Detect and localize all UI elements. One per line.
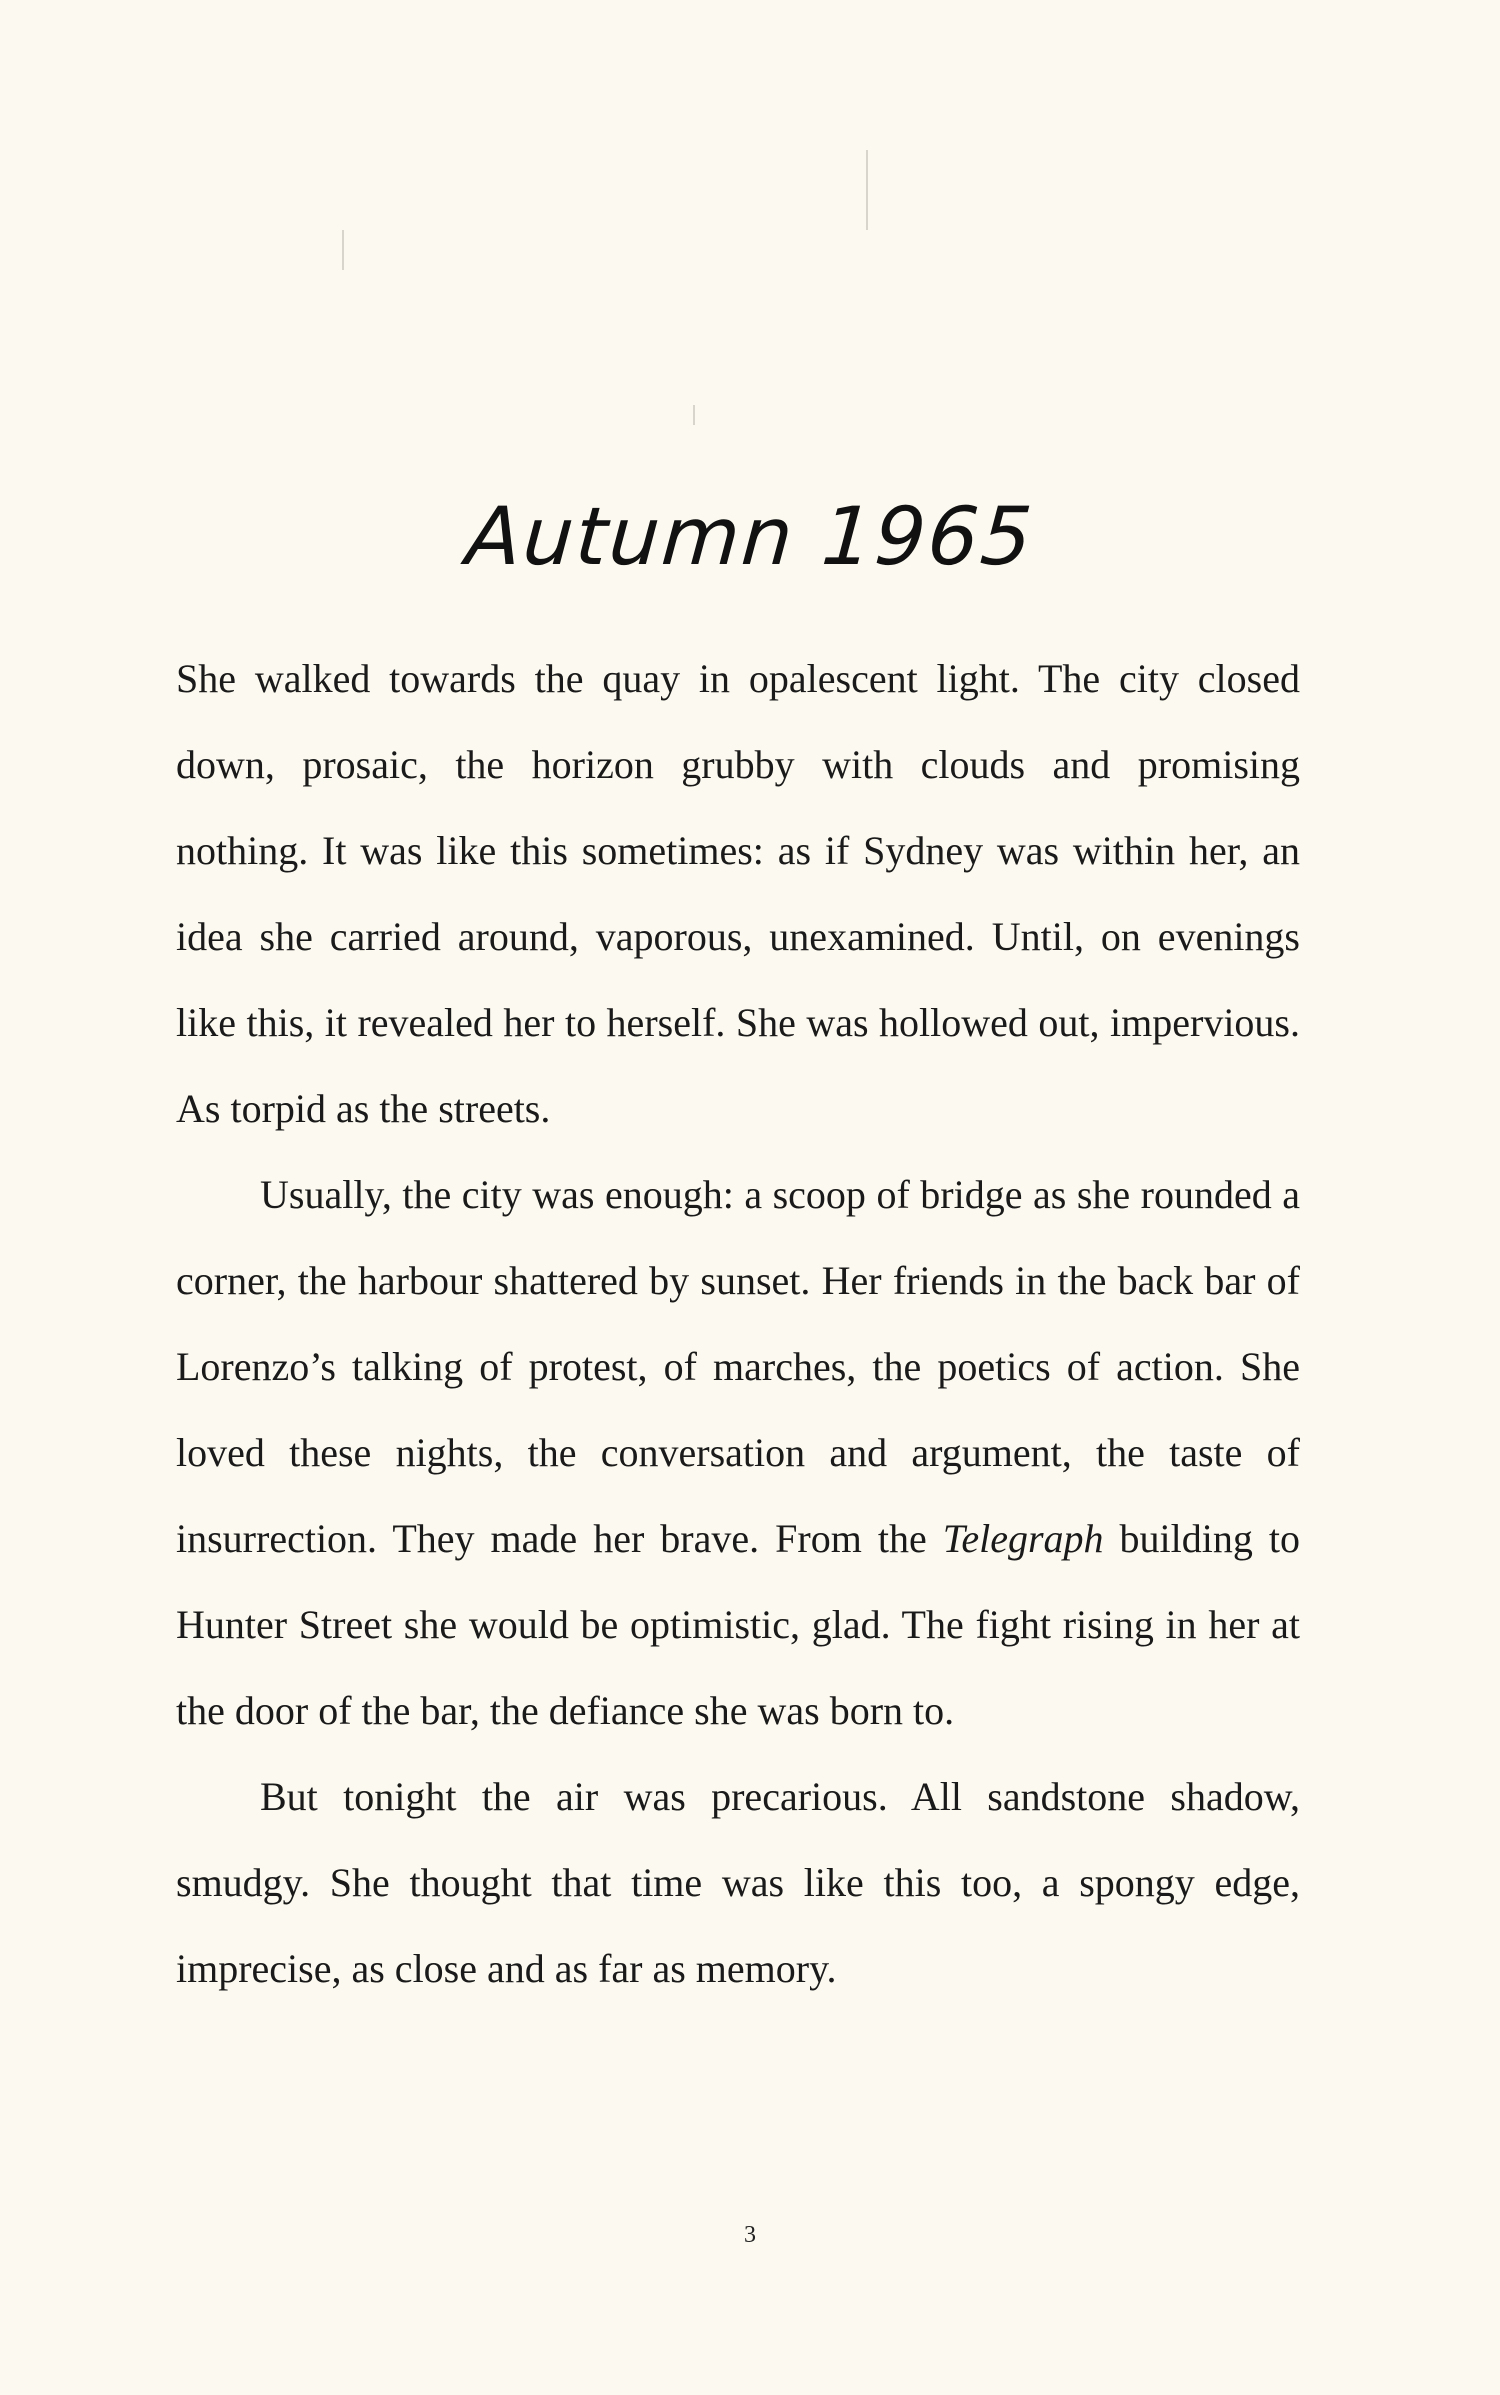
italic-newspaper-name: Telegraph: [942, 1516, 1104, 1561]
scan-mark: [866, 150, 868, 230]
page-number: 3: [744, 2222, 756, 2248]
chapter-title: Autumn 1965: [463, 490, 1037, 583]
paragraph: [176, 1152, 1300, 1754]
scan-mark: [693, 405, 695, 425]
paragraph-text: building to Hunter Street she would be optimistic, glad. The fight rising in her at the door of the bar, the defiance she was born to.: [176, 1516, 1301, 1733]
scan-mark: [342, 230, 344, 270]
body-text: [176, 636, 1300, 2012]
paragraph-text: Usually, the city was enough: a scoop of bridge as she rounded a corner, the harbour shattered by sunset. Her friends in the back bar of Lorenzo’s talking of protest, of marches, the poetics of action. She loved these nights, the conversation and argument, the taste of insurrection. They made her brave. From the: [176, 1172, 1300, 1561]
paragraph: But tonight the air was precarious. All sandstone shadow, smudgy. She thought that time was like this too, a spongy edge, imprecise, as close and as far as memory.: [176, 1774, 1300, 1991]
paragraph: She walked towards the quay in opalescent light. The city closed down, prosaic, the horizon grubby with clouds and promising nothing. It was like this sometimes: as if Sydney was within her, an idea she carried around, vaporous, unexamined. Until, on evenings like this, it revealed her to herself. She was hollowed out, impervious. As torpid as the streets.: [176, 656, 1300, 1131]
